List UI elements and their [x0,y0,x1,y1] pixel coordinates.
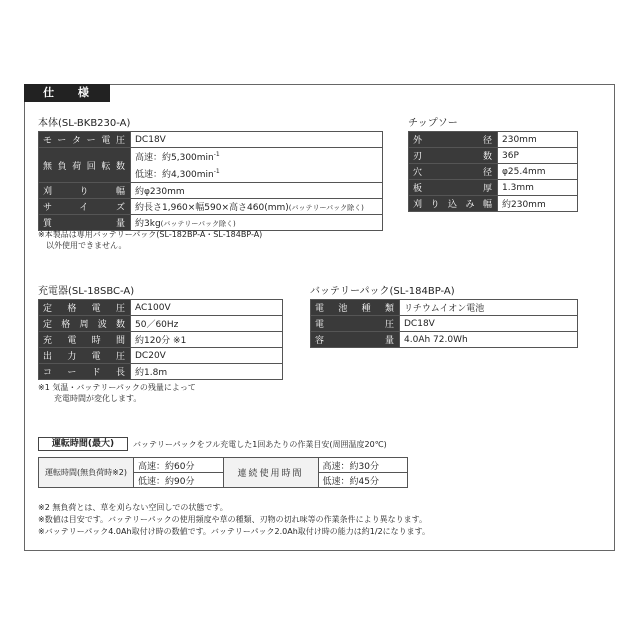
table-row: 穴径 φ25.4mm [409,164,578,180]
table-row: 容量 4.0Ah 72.0Wh [311,332,578,348]
table-row: コード長 約1.8m [39,364,283,380]
table-row: 電圧 DC18V [311,316,578,332]
battery-heading: バッテリーパック(SL-184BP-A) [310,286,455,297]
table-row: 充電時間 約120分 ※1 [39,332,283,348]
chipsaw-heading: チップソー [408,118,458,129]
charger-note-2: 充電時間が変化します。 [54,394,142,403]
table-row: 無負荷回転数 高速：約$5,300\min^{-1}$ 低速：約$4,300\min^{-1}$ [39,148,383,183]
table-row: 刈り幅 約φ230mm [39,183,383,199]
charger-spec-table [38,299,283,380]
runtime-title: 運転時間(最大) [38,437,128,451]
footnote-2: ※数値は目安です。バッテリーパックの使用頻度や草の種類、刃物の切れ味等の作業条件により異なります。 [38,515,428,524]
table-row: 質量 約3kg(バッテリーパック除く) [39,215,383,231]
table-row: 外径 230mm [409,132,578,148]
body-note-2: 以外使用できません。 [46,241,127,250]
runtime-description: バッテリーパックをフル充電した1回あたりの作業目安(周囲温度20℃) [133,440,387,449]
runtime-table [38,457,408,488]
table-row: 刃数 36P [409,148,578,164]
table-row: 板厚 1.3mm [409,180,578,196]
table-row: モーター電圧 DC18V [39,132,383,148]
body-note-1: ※本製品は専用バッテリーパック(SL-182BP-A・SL-184BP-A) [38,230,263,239]
table-row: 定格周波数 50／60Hz [39,316,283,332]
table-row: 出力電圧 DC20V [39,348,283,364]
body-heading: 本体(SL-BKB230-A) [38,118,131,129]
table-row: 定格電圧 AC100V [39,300,283,316]
chipsaw-spec-table [408,131,578,212]
table-row: 低速：約90分 低速：約45分 [39,473,408,488]
charger-heading: 充電器(SL-18SBC-A) [38,286,135,297]
table-row: 運転時間(無負荷時※2) 高速：約60分 連続使用時間 高速：約30分 [39,458,408,473]
footnote-3: ※バッテリーパック4.0Ah取付け時の数値です。バッテリーパック2.0Ah取付け時の能力は約1/2になります。 [38,527,431,536]
section-title: 仕 様 [24,84,110,102]
battery-spec-table [310,299,578,348]
footnote-1: ※2 無負荷とは、草を刈らない空回しでの状態です。 [38,503,228,512]
charger-note-1: ※1 気温・バッテリーパックの残量によって [38,383,196,392]
body-spec-table [38,131,383,231]
table-row: 刈り込み幅 約230mm [409,196,578,212]
table-row: 電池種類 リチウムイオン電池 [311,300,578,316]
table-row: サイズ 約長さ1,960×幅590×高さ460(mm)(バッテリーパック除く) [39,199,383,215]
